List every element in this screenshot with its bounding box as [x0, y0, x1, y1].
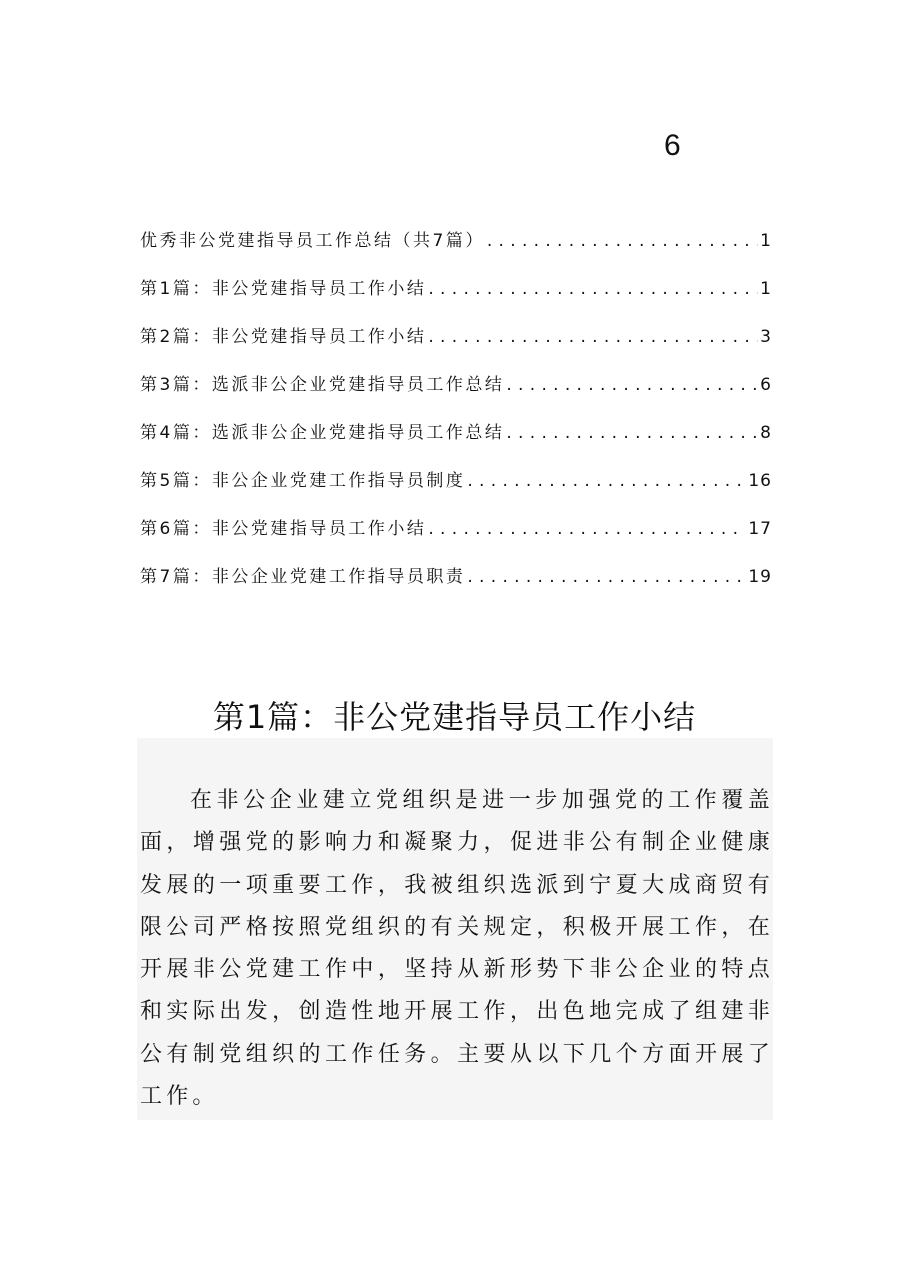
body-text-block	[137, 738, 773, 1120]
toc-entry-label: 第2篇：非公党建指导员工作小结	[140, 327, 427, 347]
toc-entry[interactable]	[140, 418, 772, 466]
toc-dot-leader	[426, 279, 758, 299]
table-of-contents	[140, 226, 772, 610]
toc-entry-page: 16	[748, 471, 772, 491]
toc-entry-page: 17	[748, 519, 772, 539]
toc-entry-label: 第5篇：非公企业党建工作指导员制度	[140, 471, 466, 491]
toc-entry-page: 19	[748, 567, 772, 587]
toc-entry[interactable]	[140, 322, 772, 370]
toc-entry[interactable]	[140, 274, 772, 322]
toc-entry-page: 8	[760, 423, 772, 443]
toc-entry-page: 3	[760, 327, 772, 347]
toc-entry-page: 1	[760, 279, 772, 299]
toc-dot-leader	[465, 471, 746, 491]
toc-dot-leader	[465, 567, 746, 587]
toc-entry[interactable]	[140, 514, 772, 562]
page-number: 6	[664, 129, 681, 162]
toc-dot-leader	[504, 375, 758, 395]
toc-entry-label: 第3篇：选派非公企业党建指导员工作总结	[140, 375, 505, 395]
toc-entry-label: 第1篇：非公党建指导员工作小结	[140, 279, 427, 299]
toc-entry-page: 6	[760, 375, 772, 395]
toc-entry[interactable]	[140, 466, 772, 514]
toc-entry[interactable]	[140, 226, 772, 274]
toc-entry-label: 第7篇：非公企业党建工作指导员职责	[140, 567, 466, 587]
toc-dot-leader	[485, 231, 758, 251]
toc-dot-leader	[504, 423, 758, 443]
toc-entry[interactable]	[140, 370, 772, 418]
toc-entry-page: 1	[760, 231, 772, 251]
toc-entry-label: 第6篇：非公党建指导员工作小结	[140, 519, 427, 539]
toc-entry-label: 优秀非公党建指导员工作总结（共7篇）	[140, 231, 485, 251]
toc-dot-leader	[426, 519, 746, 539]
chapter-title: 第1篇：非公党建指导员工作小结	[212, 698, 697, 736]
toc-entry-label: 第4篇：选派非公企业党建指导员工作总结	[140, 423, 505, 443]
toc-entry[interactable]	[140, 562, 772, 610]
toc-dot-leader	[426, 327, 758, 347]
body-paragraph: 在非公企业建立党组织是进一步加强党的工作覆盖面，增强党的影响力和凝聚力，促进非公有制企业健康发展的一项重要工作，我被组织选派到宁夏大成商贸有限公司严格按照党组织的有关规定，积极开展工作，在开展非公党建工作中，坚持从新形势下非公企业的特点和实际出发，创造性地开展工作，出色地完成了组建非公有制党组织的工作任务。主要从以下几个方面开展了工作。	[140, 788, 774, 1110]
